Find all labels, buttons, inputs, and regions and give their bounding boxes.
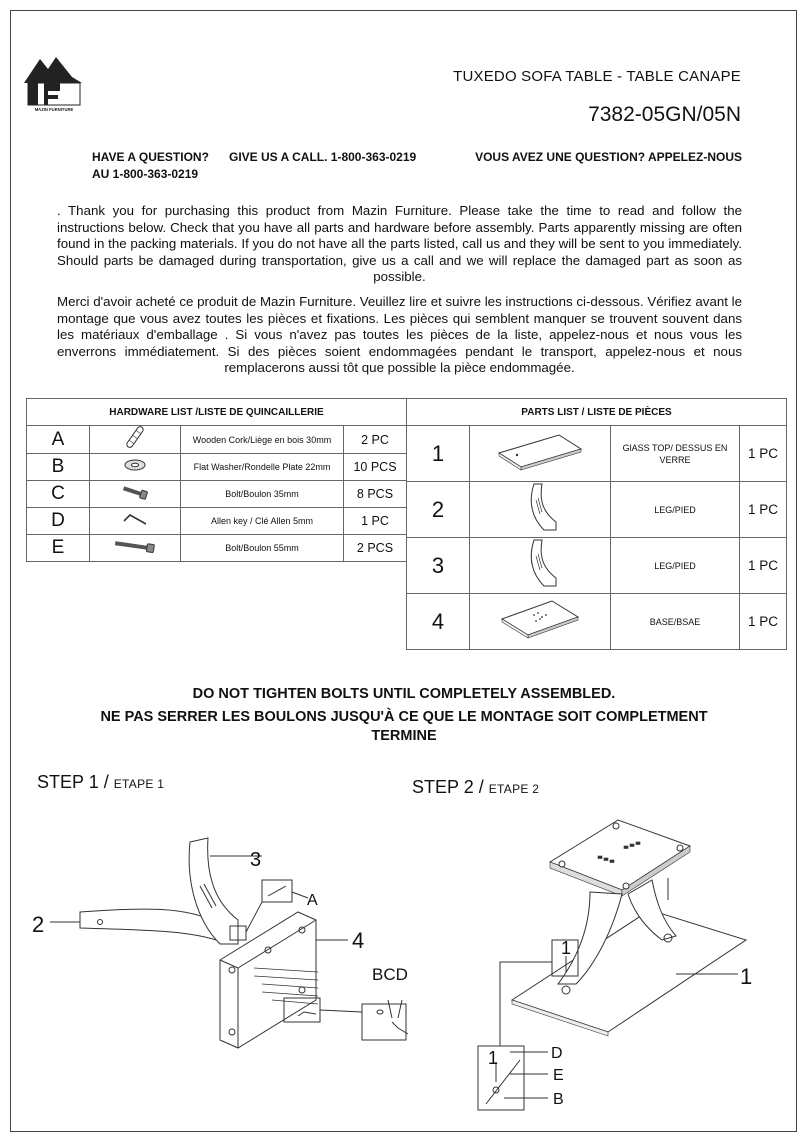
call-fr: AU 1-800-363-0219 (92, 167, 199, 181)
model-number: 7382-05GN/05N (588, 103, 741, 126)
hardware-letter: B (27, 454, 90, 481)
product-title: TUXEDO SOFA TABLE - TABLE CANAPE (453, 68, 741, 85)
step-1-label-A: A (307, 892, 318, 909)
hardware-qty: 8 PCS (344, 481, 407, 508)
part-number: 1 (407, 426, 470, 482)
hardware-letter: D (27, 508, 90, 535)
hardware-letter: A (27, 426, 90, 454)
part-qty: 1 PC (740, 594, 787, 650)
step-1-label-BCD: BCD (372, 965, 408, 984)
hardware-desc: Bolt/Boulon 35mm (181, 481, 344, 508)
step-1-label: STEP 1 / (37, 772, 109, 792)
warning-english: DO NOT TIGHTEN BOLTS UNTIL COMPLETELY ASSEMBLED. (192, 686, 616, 702)
part-desc: LEG/PIED (611, 482, 740, 538)
part-qty: 1 PC (740, 538, 787, 594)
part-desc: LEG/PIED (611, 538, 740, 594)
hardware-desc: Allen key / Clé Allen 5mm (181, 508, 344, 535)
hardware-desc: Bolt/Boulon 55mm (181, 535, 344, 562)
hardware-qty: 10 PCS (344, 454, 407, 481)
step-2-label-E: E (553, 1067, 564, 1084)
hardware-qty: 1 PC (344, 508, 407, 535)
warning-french: NE PAS SERRER LES BOULONS JUSQU'À CE QUE LE MONTAGE SOIT COMPLETMENT TERMINE (100, 709, 708, 744)
hardware-list-header: HARDWARE LIST /LISTE DE QUINCAILLERIE (27, 399, 407, 426)
step-2-label: STEP 2 / (412, 777, 484, 797)
hardware-letter: E (27, 535, 90, 562)
step-1-label-3: 3 (250, 849, 262, 871)
hardware-desc: Wooden Cork/Liège en bois 30mm (181, 426, 344, 454)
question-fr: VOUS AVEZ UNE QUESTION? APPELEZ-NOUS (475, 150, 742, 164)
part-qty: 1 PC (740, 426, 787, 482)
part-qty: 1 PC (740, 482, 787, 538)
part-number: 4 (407, 594, 470, 650)
step-2-diagram (478, 820, 746, 1110)
step-2-detail-1b: 1 (488, 1048, 499, 1068)
parts-list-header: PARTS LIST / LISTE DE PIÈCES (407, 399, 787, 426)
step-2-label-1: 1 (740, 964, 753, 989)
hardware-qty: 2 PC (344, 426, 407, 454)
step-2-label-B: B (553, 1091, 564, 1108)
step-2-sub: ETAPE 2 (488, 782, 540, 796)
step-1-label-4: 4 (352, 928, 365, 953)
hardware-letter: C (27, 481, 90, 508)
step-2-label-D: D (551, 1045, 563, 1062)
logo-text: MAZIN FURNITURE (34, 107, 74, 112)
step-1-sub: ETAPE 1 (113, 777, 165, 791)
part-desc: BASE/BSAE (611, 594, 740, 650)
intro-english: . Thank you for purchasing this product from Mazin Furniture. Please take the time to read and follow the instructions below. Check that you have all parts and hardware before assembly. Parts apparently missing are often found in the packing materials. If you do not have all the parts listed, call us and they will be sent to you immediately. Should parts be damaged during transportation, give us a call and we will replace the damaged part as soon as possible. (57, 203, 742, 284)
hardware-qty: 2 PCS (344, 535, 407, 562)
part-number: 2 (407, 482, 470, 538)
part-desc: GlASS TOP/ DESSUS EN VERRE (611, 426, 740, 482)
step-1-label-2: 2 (32, 912, 45, 937)
question-en: HAVE A QUESTION? (92, 150, 209, 164)
part-number: 3 (407, 538, 470, 594)
intro-french: Merci d'avoir acheté ce produit de Mazin Furniture. Veuillez lire et suivre les instructions ci-dessous. Vérifiez avant le montage que vous avez toutes les pièces et fixations. Les pièces qui semblent manquer se trouvent souvent dans les matériaux d'emballage . Si vous n'avez pas toutes les pièces de la liste, appelez-nous et nous vous les enverrons immédiatement. Si des pièces soient endommagées pendant le transport, appelez-nous et nous remplacerons aussi tôt que possible la pièce endommagée. (57, 294, 742, 375)
hardware-desc: Flat Washer/Rondelle Plate 22mm (181, 454, 344, 481)
call-en: GIVE US A CALL. 1-800-363-0219 (229, 150, 417, 164)
step-2-detail-1: 1 (561, 938, 572, 958)
